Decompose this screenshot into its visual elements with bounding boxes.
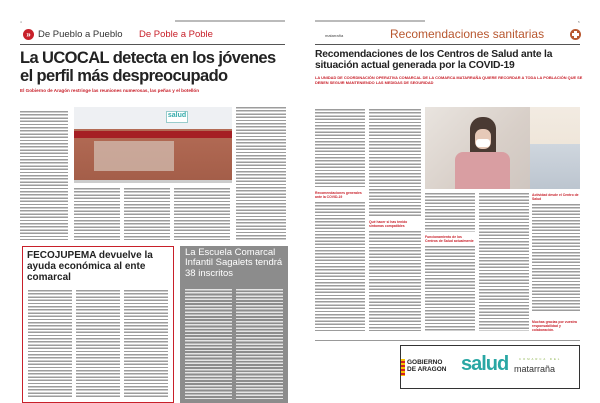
headline: La UCOCAL detecta en los jóvenes el perfil más despreocupado	[20, 49, 276, 86]
body-column	[369, 108, 421, 218]
section-title: De Pueblo a Pueblo	[38, 29, 123, 40]
section-title: Recomendaciones sanitarias	[390, 27, 545, 41]
comarca-label: COMARCA DEL	[519, 357, 562, 361]
logo-text: DE ARAGON	[407, 366, 447, 374]
body-column	[315, 201, 365, 331]
subhead: Qué hacer si has tenido síntomas compatibles	[369, 220, 408, 229]
body-column	[369, 230, 421, 331]
divider	[315, 44, 580, 45]
body-column	[425, 245, 475, 331]
body-column	[124, 289, 168, 399]
matarrana-logo: matarraña	[325, 33, 344, 38]
body-column	[20, 110, 68, 240]
gobierno-aragon-logo	[407, 359, 446, 373]
body-column	[236, 106, 286, 240]
sidebar-photo	[530, 107, 580, 189]
body-column	[425, 192, 475, 232]
subhead: Funcionamiento de los Centros de Salud actualmente	[425, 235, 474, 244]
logo-text: GOBIERNO	[407, 359, 443, 366]
aragon-flag-icon	[401, 359, 405, 376]
woman-mask-photo	[425, 107, 530, 189]
body-column	[315, 108, 365, 188]
photo-sign: salud	[166, 111, 188, 123]
subhead: Recomendaciones generales ante la COVID-19	[315, 191, 362, 200]
body-column	[28, 289, 72, 399]
salud-logo: salud	[461, 353, 509, 375]
body-column	[236, 288, 283, 401]
page-number: 5	[578, 20, 580, 24]
body-column	[74, 187, 120, 240]
body-column	[124, 187, 170, 240]
fecojupema-box	[22, 246, 174, 403]
subheadline: LA UNIDAD DE COORDINACIÓN OPERATIVA COMARCAL DE LA COMARCA MATARRAÑA QUIERE RECORDAR A TODA LA POBLACIÓN QUE SE DEBEN SEGUIR MANTENIENDO LAS MEDIDAS DE SEGURIDAD	[315, 74, 583, 86]
page-number: 4	[20, 20, 22, 24]
photo-caption	[74, 180, 232, 183]
divider	[20, 44, 285, 45]
matarrana-logo: matarraña	[514, 364, 556, 374]
headline: Recomendaciones de los Centros de Salud ante la situación actual generada por la COVID-19	[315, 49, 553, 72]
section-title-cat: De Poble a Poble	[139, 29, 213, 40]
body-column	[185, 288, 232, 401]
health-center-photo	[74, 107, 232, 180]
headline-block	[20, 49, 292, 93]
body-column	[479, 192, 529, 331]
body-column	[532, 203, 580, 313]
closing-note: Muchas gracias por vuestra responsabilidad y colaboración.	[532, 320, 577, 333]
subheadline: El Gobierno de Aragón restringe las reuniones numerosas, las peñas y el botellón	[20, 88, 200, 94]
box-title: La Escuela Comarcal Infantil Sagalets tendrá 38 inscritos	[185, 247, 283, 279]
divider	[315, 340, 580, 341]
sponsor-logos	[400, 345, 580, 389]
health-cross-icon	[570, 29, 581, 40]
body-column	[174, 187, 230, 240]
box-title: FECOJUPEMA devuelve la ayuda económica al ente comarcal	[27, 250, 173, 283]
subhead: Actividad desde el Centro de Salud	[532, 193, 579, 202]
headline-block	[315, 49, 585, 86]
section-arrow-icon: »	[23, 29, 34, 40]
escuela-box	[180, 246, 288, 403]
body-column	[76, 289, 120, 399]
folio-line	[175, 20, 285, 22]
folio-line	[315, 20, 425, 22]
